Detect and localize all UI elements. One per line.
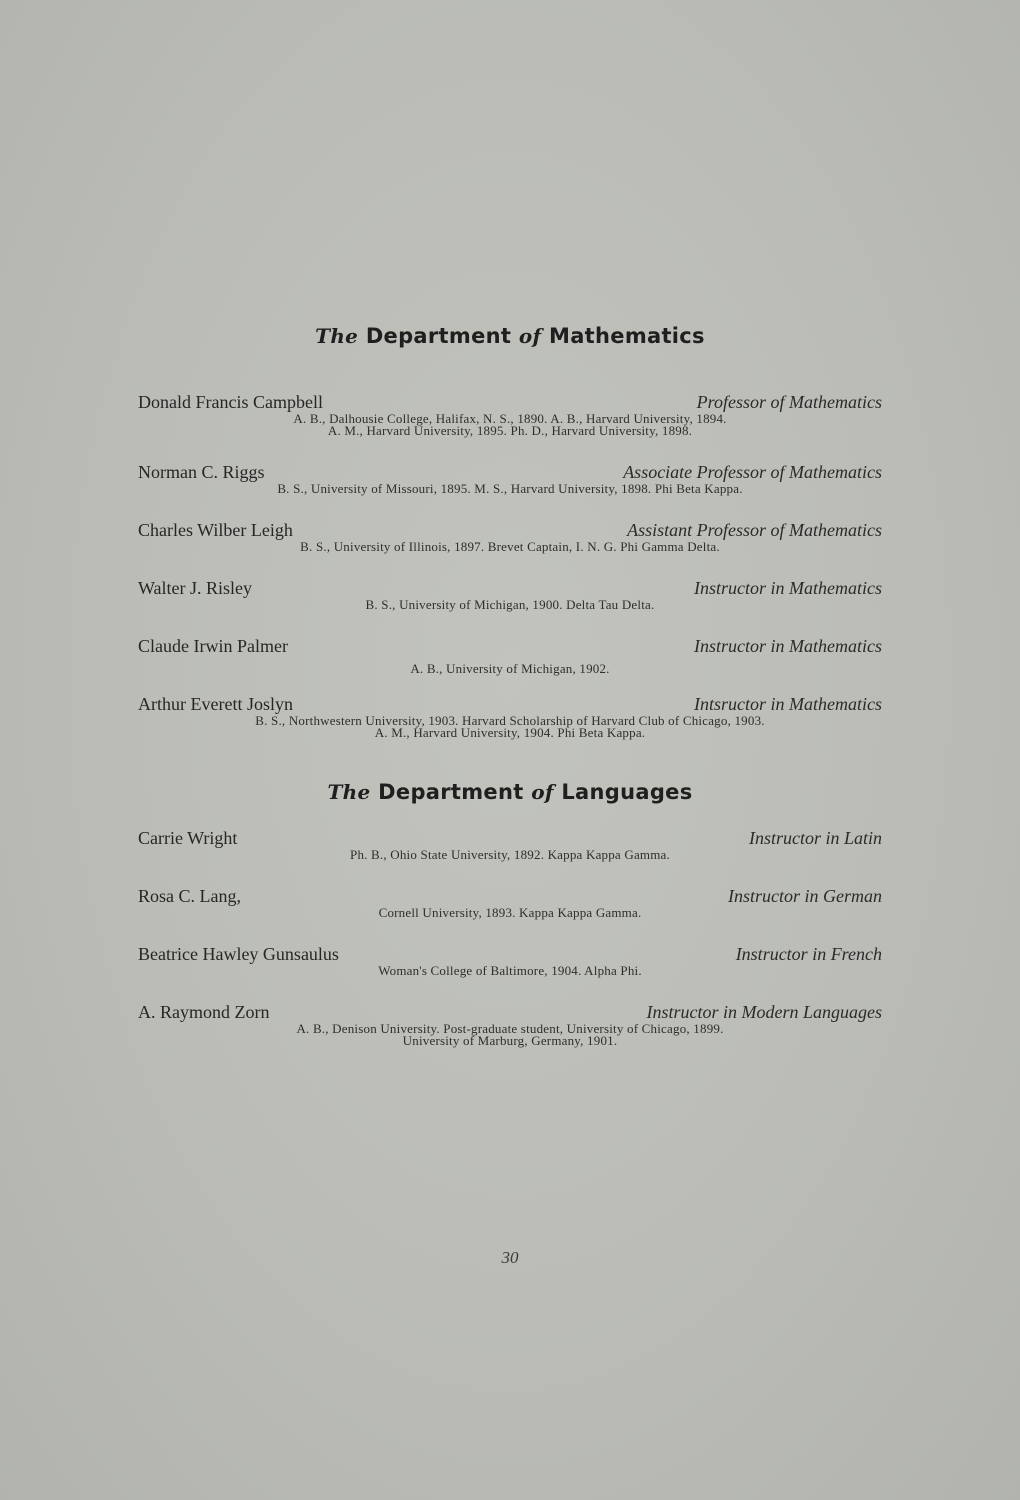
- faculty-entry: [138, 943, 882, 977]
- faculty-name: A. Raymond Zorn: [138, 1002, 270, 1022]
- faculty-name: Beatrice Hawley Gunsaulus: [138, 944, 339, 964]
- faculty-credentials: A. B., Dalhousie College, Halifax, N. S., 1890. A. B., Harvard University, 1894.: [293, 411, 727, 426]
- faculty-entry: [138, 461, 882, 495]
- page-number: 30: [501, 1248, 519, 1267]
- faculty-entry: [138, 519, 882, 553]
- faculty-name: Arthur Everett Joslyn: [138, 694, 293, 714]
- faculty-credentials: A. B., Denison University. Post-graduate student, University of Chicago, 1899.: [296, 1021, 724, 1036]
- faculty-entry: [138, 577, 882, 611]
- faculty-title: Instructor in French: [735, 944, 882, 964]
- faculty-title: Instructor in Mathematics: [694, 578, 882, 598]
- faculty-title: Intsructor in Mathematics: [694, 694, 882, 714]
- faculty-credentials: University of Marburg, Germany, 1901.: [402, 1033, 618, 1048]
- faculty-name: Carrie Wright: [138, 828, 238, 848]
- faculty-title: Instructor in Mathematics: [694, 636, 882, 656]
- languages-department-section: [138, 776, 882, 1047]
- faculty-credentials: Ph. B., Ohio State University, 1892. Kappa Kappa Gamma.: [350, 847, 670, 862]
- faculty-name: Norman C. Riggs: [138, 462, 265, 482]
- faculty-credentials: B. S., University of Missouri, 1895. M. S., Harvard University, 1898. Phi Beta Kappa.: [277, 481, 743, 496]
- faculty-credentials: B. S., University of Michigan, 1900. Delta Tau Delta.: [365, 597, 655, 612]
- faculty-title: Associate Professor of Mathematics: [623, 462, 882, 482]
- faculty-name: Claude Irwin Palmer: [138, 636, 288, 656]
- mathematics-department-section: [138, 320, 882, 739]
- faculty-title: Professor of Mathematics: [696, 392, 882, 412]
- faculty-title: Instructor in Latin: [748, 828, 882, 848]
- faculty-credentials: Cornell University, 1893. Kappa Kappa Gamma.: [378, 905, 642, 920]
- faculty-name: Charles Wilber Leigh: [138, 520, 293, 540]
- faculty-credentials: B. S., University of Illinois, 1897. Brevet Captain, I. N. G. Phi Gamma Delta.: [300, 539, 720, 554]
- faculty-title: Assistant Professor of Mathematics: [627, 520, 882, 540]
- faculty-name: Walter J. Risley: [138, 578, 253, 598]
- faculty-title: Instructor in German: [728, 886, 882, 906]
- faculty-name: Rosa C. Lang,: [138, 886, 241, 906]
- faculty-credentials: Woman's College of Baltimore, 1904. Alpha Phi.: [378, 963, 642, 978]
- faculty-credentials: A. M., Harvard University, 1904. Phi Beta Kappa.: [374, 725, 646, 740]
- mathematics-department-title: The Department of Mathematics: [315, 324, 705, 348]
- faculty-credentials: A. B., University of Michigan, 1902.: [410, 661, 610, 676]
- faculty-entry: [138, 827, 882, 861]
- faculty-credentials: A. M., Harvard University, 1895. Ph. D., Harvard University, 1898.: [327, 423, 693, 438]
- faculty-title: Instructor in Modern Languages: [646, 1002, 882, 1022]
- faculty-entry: [138, 1001, 882, 1047]
- languages-department-title: The Department of Languages: [327, 780, 693, 804]
- faculty-entry: [138, 885, 882, 919]
- faculty-name: Donald Francis Campbell: [138, 392, 323, 412]
- faculty-entry: [138, 391, 882, 437]
- faculty-entry: [138, 635, 882, 675]
- faculty-credentials: B. S., Northwestern University, 1903. Harvard Scholarship of Harvard Club of Chicago, 1903.: [255, 713, 765, 728]
- faculty-entry: [138, 693, 882, 739]
